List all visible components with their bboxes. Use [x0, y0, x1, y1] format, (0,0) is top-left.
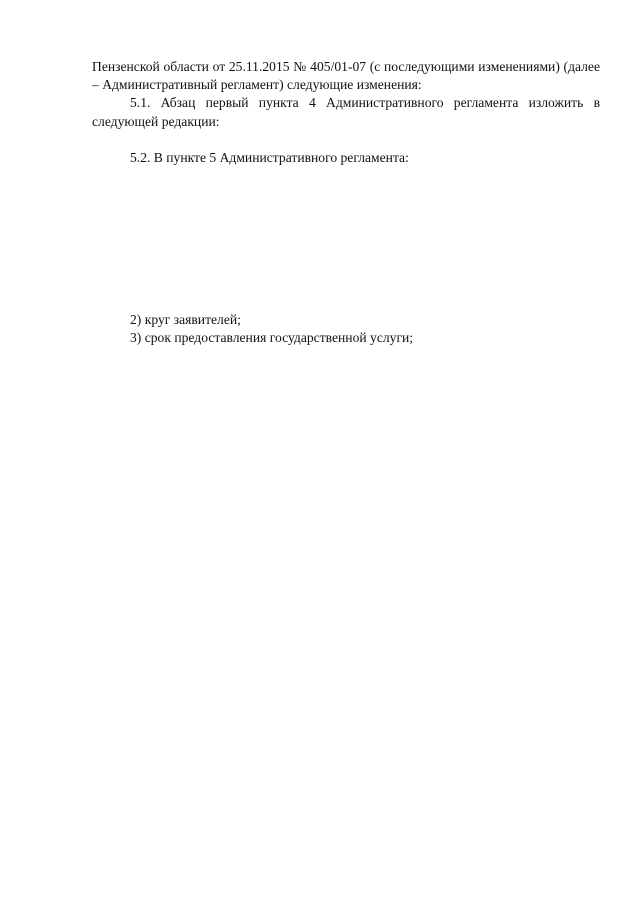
paragraph: 3) срок предоставления государственной услуги; [130, 330, 414, 346]
paragraph [92, 185, 600, 203]
paragraph: 5.1. Абзац первый пункта 4 Административного регламента изложить в следующей редакции: [92, 95, 600, 129]
paragraph [92, 293, 600, 311]
paragraph: 2) круг заявителей; [130, 312, 241, 328]
paragraph [92, 221, 600, 239]
paragraph: Пензенской области от 25.11.2015 № 405/01-07 (с последующими изменениями) (далее – Административный регламент) следующие изменения: [92, 59, 600, 93]
paragraph [92, 167, 600, 185]
paragraph [92, 239, 600, 257]
paragraph [92, 275, 600, 293]
paragraph [92, 131, 600, 149]
document-body [92, 58, 600, 347]
paragraph [92, 257, 600, 275]
paragraph: 5.2. В пункте 5 Административного регламента: [130, 149, 409, 165]
paragraph [92, 203, 600, 221]
